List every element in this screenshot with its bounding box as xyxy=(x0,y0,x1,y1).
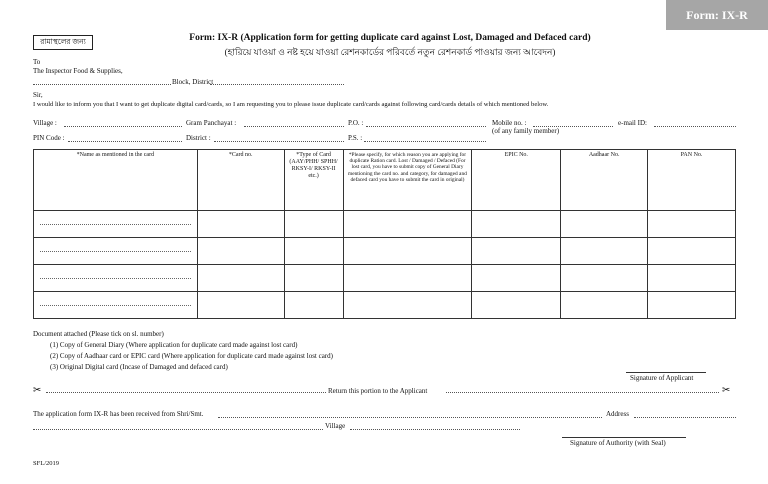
gram-panchayat-field[interactable] xyxy=(244,126,344,127)
header-card-no: *Card no. xyxy=(197,150,284,211)
intro-text: I would like to inform you that I want to get duplicate digital card/cards, so I am requesting you to please issue duplicate card/cards against following card/cards details of which mentioned below. xyxy=(33,101,549,108)
table-cell[interactable] xyxy=(343,211,472,238)
table-cell[interactable] xyxy=(648,265,736,292)
pin-field[interactable] xyxy=(68,141,182,142)
address-field[interactable] xyxy=(634,417,736,418)
document-item-3[interactable]: (3) Original Digital card (Incase of Damaged and defaced card) xyxy=(50,363,228,371)
po-field[interactable] xyxy=(366,126,486,127)
document-item-1[interactable]: (1) Copy of General Diary (Where application for duplicate card made against lost card) xyxy=(50,341,298,349)
table-cell[interactable] xyxy=(284,292,343,319)
village-field[interactable] xyxy=(64,126,182,127)
name-cell[interactable] xyxy=(34,292,198,319)
mobile-label: Mobile no. : xyxy=(492,119,527,127)
salutation: Sir, xyxy=(33,91,43,99)
addressee: The Inspector Food & Supplies, xyxy=(33,67,123,75)
ps-field[interactable] xyxy=(364,141,486,142)
table-cell[interactable] xyxy=(197,292,284,319)
receipt-text: The application form IX-R has been received from Shri/Smt. xyxy=(33,410,204,418)
district-label: District : xyxy=(186,134,211,142)
email-label: e-mail ID: xyxy=(618,119,647,127)
signature-authority: Signature of Authority (with Seal) xyxy=(570,439,666,447)
table-cell[interactable] xyxy=(561,211,648,238)
header-epic: EPIC No. xyxy=(472,150,561,211)
district-line[interactable] xyxy=(210,84,344,85)
email-field[interactable] xyxy=(654,126,736,127)
return-text: Return this portion to the Applicant xyxy=(328,387,428,395)
address-field-continued[interactable] xyxy=(33,429,323,430)
address-label: Address xyxy=(606,410,629,418)
cut-line-left xyxy=(46,392,326,393)
table-cell[interactable] xyxy=(343,292,472,319)
form-title: Form: IX-R (Application form for getting duplicate card against Lost, Damaged and Defaced card) xyxy=(189,33,591,43)
header-reason: *Please specify, for which reason you are applying for duplicate Ration card. Lost / Damaged / Defaced (For lost card, you have to submit copy of General Diary mentioning the card no. and category, for damaged and defaced card you have to submit the card in original) xyxy=(343,150,472,211)
table-cell[interactable] xyxy=(648,238,736,265)
card-details-table xyxy=(33,149,736,319)
table-cell[interactable] xyxy=(648,211,736,238)
gram-panchayat-label: Gram Panchayat : xyxy=(186,119,237,127)
table-row xyxy=(34,292,736,319)
table-row xyxy=(34,211,736,238)
block-line[interactable] xyxy=(33,84,171,85)
village-label-receipt: Village xyxy=(325,422,346,430)
table-cell[interactable] xyxy=(343,265,472,292)
footer-code: SFL/2019 xyxy=(33,460,60,467)
document-item-2[interactable]: (2) Copy of Aadhaar card or EPIC card (Where application for duplicate card made against lost card) xyxy=(50,352,333,360)
table-cell[interactable] xyxy=(197,238,284,265)
table-header-row xyxy=(34,150,736,211)
table-cell[interactable] xyxy=(561,238,648,265)
office-use-box: রামাস্থলের জন্য xyxy=(33,35,93,50)
pin-label: PIN Code : xyxy=(33,134,65,142)
name-cell[interactable] xyxy=(34,238,198,265)
table-cell[interactable] xyxy=(284,238,343,265)
village-label: Village : xyxy=(33,119,57,127)
form-tag: Form: IX-R xyxy=(666,0,768,30)
name-cell[interactable] xyxy=(34,265,198,292)
documents-heading: Document attached (Please tick on sl. number) xyxy=(33,330,164,338)
cut-line-right xyxy=(446,392,719,393)
table-cell[interactable] xyxy=(648,292,736,319)
table-cell[interactable] xyxy=(472,211,561,238)
scissors-icon: ✂ xyxy=(722,385,731,396)
block-district-label: Block, District xyxy=(172,78,214,86)
name-cell[interactable] xyxy=(34,211,198,238)
village-field-receipt[interactable] xyxy=(350,429,520,430)
form-title-bengali: (হারিয়ে যাওয়া ও নষ্ট হয়ে যাওয়া রেশনকার্ডের পরিবর্তে নতুন রেশনকার্ড পাওয়ার জন্য আবেদন) xyxy=(224,47,556,57)
table-cell[interactable] xyxy=(472,265,561,292)
header-aadhaar: Aadhaar No. xyxy=(561,150,648,211)
table-cell[interactable] xyxy=(197,211,284,238)
header-pan: PAN No. xyxy=(648,150,736,211)
signature-applicant: Signature of Applicant xyxy=(630,374,694,382)
district-field[interactable] xyxy=(214,141,344,142)
applicant-signature-line xyxy=(626,372,706,373)
table-cell[interactable] xyxy=(284,211,343,238)
receipt-name-field[interactable] xyxy=(218,417,602,418)
table-cell[interactable] xyxy=(343,238,472,265)
header-name: *Name as mentioned in the card xyxy=(34,150,198,211)
to-label: To xyxy=(33,58,41,66)
po-label: P.O. : xyxy=(348,119,364,127)
table-cell[interactable] xyxy=(197,265,284,292)
table-cell[interactable] xyxy=(561,265,648,292)
table-row xyxy=(34,265,736,292)
table-cell[interactable] xyxy=(561,292,648,319)
authority-signature-line xyxy=(562,437,686,438)
scissors-icon: ✂ xyxy=(33,385,42,396)
header-card-type: *Type of Card (AAY/PHH/ SPHH/ RKSY-I/ RKSY-II etc.) xyxy=(284,150,343,211)
table-cell[interactable] xyxy=(472,238,561,265)
table-cell[interactable] xyxy=(284,265,343,292)
table-row xyxy=(34,238,736,265)
table-cell[interactable] xyxy=(472,292,561,319)
mobile-note: (of any family member) xyxy=(492,127,560,135)
ps-label: P.S. : xyxy=(348,134,363,142)
